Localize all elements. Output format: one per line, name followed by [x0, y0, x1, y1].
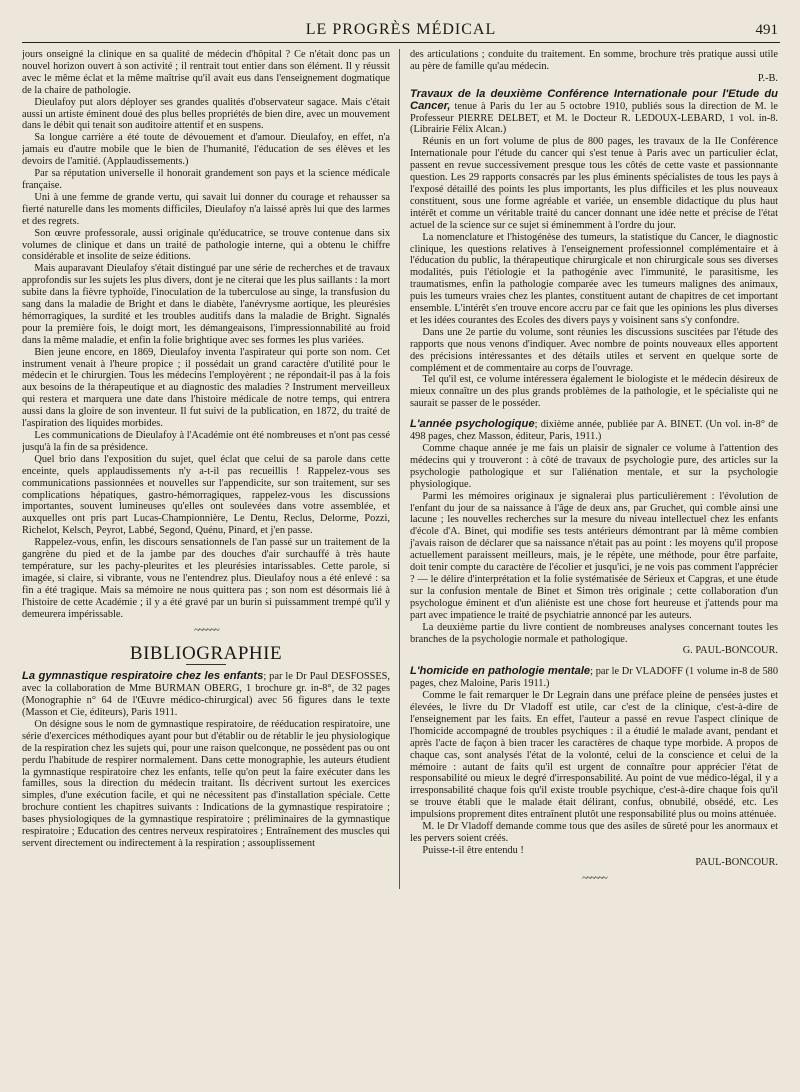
book-citation: tenue à Paris du 1er au 5 octobre 1910, publiés sous la direction de M. le Professeur PIERRE DELBET, et M. le Docteur R. LEDOUX-LEBARD, 1 vol. in-8. (Librairie Félix Alcan.)	[410, 100, 778, 136]
body-paragraph: des articulations ; conduite du traitement. En somme, brochure très pratique aussi utile au père de famille qu'au médecin.	[410, 49, 778, 72]
body-paragraph: Uni à une femme de grande vertu, qui savait lui donner du courage et rehausser sa fierté naturelle dans les moments difficiles, Dieulafoy n'a laissé après lui que des larmes et des regrets.	[22, 191, 390, 227]
running-header	[22, 18, 780, 43]
body-paragraph: Mais auparavant Dieulafoy s'était distingué par une série de recherches et de travaux approfondis sur les sujets les plus divers, dont je ne citerai que les plus saillants : la mort subite dans la fièvre typhoïde, l'inoculation de la tuberculose au singe, la transfusion du sang dans la maladie de Bright et dans le diabète, l'anévrysme aortique, les pleurésies hémorragiques, la surdité et les troubles auditifs dans la maladie de Bright. Signalés pour la première fois, le doigt mort, les démangeaisons, l'impressionnabilité au froid dans la même maladie, et enfin la folie brightique avec ses formes les plus variées.	[22, 263, 390, 346]
heading-rule	[186, 664, 226, 665]
book-review: Réunis en un fort volume de plus de 800 pages, les travaux de la IIe Conférence Internationale pour l'étude du cancer qui s'est tenue à Paris avec un particulier éclat, passent en revue successivement presque tous les côtés de cette vaste et passionnante question. Les 29 rapports consacrés par les plus éminents spécialistes de tous les pays à l'exposé détaillé des points les plus importants, les plus difficiles et les plus nouveaux constituent, sous une forme agréable et variée, un ensemble didactique du plus haut intérêt et comme un véritable traité du cancer donnant une idée nette et précise de l'état actuel de la science sur ce sujet si éminemment à l'ordre du jour.	[410, 136, 778, 231]
review-signature: P.-B.	[757, 72, 778, 84]
book-review: Tel qu'il est, ce volume intéressera également le biologiste et le médecin désireux de mieux connaître un des plus grands problèmes de la pathologie, et le spécialiste qui ne saurait se passer de le posséder.	[410, 374, 778, 410]
section-divider: ~~~~~~	[582, 871, 606, 884]
book-entry	[410, 419, 778, 443]
journal-title: LE PROGRÈS MÉDICAL	[305, 21, 497, 38]
body-paragraph: Sa longue carrière a été toute de dévouement et d'amour. Dieulafoy, en effet, n'a jamais eu d'autre mobile que le bien de l'humanité, l'éducation de ses élèves et les devoirs de l'amitié. (Applaudissements.)	[22, 132, 390, 168]
book-review: Comme le fait remarquer le Dr Legrain dans une préface pleine de pensées justes et élevées, le livre du Dr Vladoff est utile, car c'est de la clinique, c'est-à-dire de l'enseignement par les faits. En effet, l'auteur a passé en revue l'aspect clinique de l'homicide accompagné de troubles psychiques : il a étudié le malade avant, pendant et après l'acte de façon à bien tracer les caractères de chaque type morbide. A propos de chaque cas, sont analysés l'état de la volonté, celui de la conscience et celui de la mémoire : autant de faits qu'il est urgent de connaître pour apprécier l'état de responsabilité ou mieux le degré d'irresponsabilité. Au point de vue médico-légal, il y a irresponsabilité chaque fois qu'il existe trouble psychique, c'est-à-dire chaque fois qu'il se trouve établi que le malade était délirant, confus, obnubilé, obsédé, etc. Les impulsions proprement dites entraînent plutôt une responsabilité plus ou moins atténuée.	[410, 690, 778, 821]
body-paragraph: Rappelez-vous, enfin, les discours sensationnels de l'an passé sur un traitement de la gangrène du pied et de la jambe par des douches d'air surchauffé à très haute température, sur les pachy-pleurites et les pleurésies intarissables. Cette parole, si imagée, si claire, si vibrante, vous ne l'entendrez plus. Dieulafoy nous a été enlevé : sa fin a été tragique. Mais sa mémoire ne nous quittera pas ; son nom est désormais lié à l'histoire de cette Académie ; il y a été gravé par un burin si puissamment trempé qu'il y demeurera impérissable.	[22, 537, 390, 620]
body-paragraph: Par sa réputation universelle il honorait grandement son pays et la science médicale française.	[22, 168, 390, 191]
book-title: La gymnastique respiratoire chez les enfants	[22, 670, 264, 683]
book-citation: ; dixième année, publiée par A. BINET. (Un vol. in-8° de 498 pages, chez Masson, éditeur, Paris, 1911.)	[410, 419, 778, 443]
body-paragraph: Les communications de Dieulafoy à l'Académie ont été nombreuses et n'ont pas cessé jusqu'à la fin de sa présidence.	[22, 430, 390, 453]
book-entry	[22, 671, 390, 719]
left-column	[22, 49, 399, 889]
book-review: Comme chaque année je me fais un plaisir de signaler ce volume à l'attention des médecins qui y trouveront : à côté de travaux de psychologie pure, des articles sur la psychologie pathologique et sur l'aliénation mentale, et sur la psychologie physiologique.	[410, 443, 778, 490]
section-divider: ~~~~~~	[194, 623, 218, 636]
book-review: Dans une 2e partie du volume, sont réunies les discussions suscitées par l'étude des rapports que nous venons d'indiquer. Avec nombre de points nouveaux elles apportent des précisions intéressantes et des détails utiles et servent en quelque sorte de complément et de commentaire au corps de l'ouvrage.	[410, 326, 778, 374]
bibliography-heading: BIBLIOGRAPHIE	[129, 643, 283, 665]
body-paragraph: Bien jeune encore, en 1869, Dieulafoy inventa l'aspirateur qui porte son nom. Cet instrument venait à l'heure propice ; il possédait un grand caractère d'utilité pour le médecin et le chirurgien. Tous les médecins l'employèrent ; ne répondait-il pas à la fois aux besoins de la thérapeutique et au diagnostic des maladies ? Instrument merveilleux qui restera et marquera une date dans l'histoire médicale de notre temps, qui entrera aussi dans la gloire de son inventeur. Il fut suivi de la publication, en 1872, du traité de l'aspiration des liquides morbides.	[22, 346, 390, 430]
closing-line: Puisse-t-il être entendu !	[422, 844, 524, 856]
review-signature: PAUL-BONCOUR.	[695, 856, 778, 868]
page-number: 491	[755, 22, 778, 38]
body-paragraph: jours onseigné la clinique en sa qualité de médecin d'hôpital ? Ce n'était donc pas un nouvel horizon ouvert à son activité ; il rentrait tout entier dans son élément. Il y réussit avec le même éclat et la même maîtrise qu'il avait eus dans l'enseignement dogmatique de la chaire de pathologie.	[22, 49, 390, 96]
book-title: Travaux de la deuxième Conférence Internationale pour l'Etude du Cancer,	[410, 87, 778, 112]
body-paragraph: Quel brio dans l'exposition du sujet, quel éclat que celui de sa parole dans cette enceinte, quels applaudissements n'y a-t-il pas recueillis ! Rappelez-vous ses communications passionnées et nouvelles sur l'appendicite, sur son traitement, sur ses complications hépatiques, gastro-hémorragiques, rappelez-vous les discussions importantes, souvent lumineuses qu'elles ont soulevées dans votre assemblée, et auxquelles ont pris part Lucas-Championnière, Le Dentu, Reclus, Delorme, Pozzi, Richelot, Kelsch, Peyrot, Labbé, Segond, Quénu, Pinard, et j'en passe.	[22, 453, 390, 537]
body-paragraph: Dieulafoy put alors déployer ses grandes qualités d'observateur sagace. Mais c'était aussi un artiste éminent doué des plus belles propriétés de bien dire, avec un mouvement dans le débit qui tenait son auditoire attentif et en suspens.	[22, 96, 390, 132]
right-column	[399, 49, 778, 889]
book-review: On désigne sous le nom de gymnastique respiratoire, de rééducation respiratoire, une série d'exercices méthodiques ayant pour but d'établir ou de rétablir le jeu physiologique de la respiration chez les sujets qui, pour une raison quelconque, ne possèdent pas ou ont perdu l'habitude de respirer normalement. Dans cette monographie, les auteurs étudient la gymnastique respiratoire chez les enfants, telle qu'on peut la faire exécuter dans les familles, sous la direction du médecin traitant. Ils décrivent surtout les exercices simples, d'une exécution facile, et qui ne nécessitent pas d'installation spéciale. Cette brochure contient les chapitres suivants : Indications de la gymnastique respiratoire ; bases physiologiques de la gymnastique respiratoire ; préliminaires de la gymnastique respiratoire ; Education des centres nerveux respiratoires ; Entraînement des muscles qui servent directement ou indirectement à la respiration ; assouplissement	[22, 718, 390, 849]
book-entry	[410, 89, 778, 137]
book-title: L'année psychologique	[410, 418, 535, 431]
book-entry	[410, 666, 778, 690]
book-review: M. le Dr Vladoff demande comme tous que des asiles de sûreté pour les anormaux et les pervers soient créés.	[410, 821, 778, 844]
book-title: L'homicide en pathologie mentale	[410, 665, 591, 678]
book-citation: ; par le Dr VLADOFF (1 volume in-8 de 580 pages, chez Maloine, Paris 1911.)	[410, 666, 778, 690]
book-review: Parmi les mémoires originaux je signalerai plus particulièrement : l'évolution de l'enfant du jour de sa naissance à l'âge de deux ans, par Gruchet, qui comble ainsi une lacune ; les nouvelles recherches sur la mesure du niveau intellectuel chez les enfants d'école d'A. Binet, qui modifie ses tests antérieurs démontrant par là même combien j'avais raison de déclarer que sa naissance n'était pas au point : les moyens qu'il propose actuellement paraissent meilleurs, mais, je le répète, une méthode, pour être parfaite, doit tenir compte du caractère de l'écolier et jusqu'ici, je ne vois pas comment l'apprécier ? — le délire d'interprétation et la folie systématisée de Sérieux et Capgras, et une étude sur la confusion mentale de Binet et Simon très originale ; cette collaboration d'un psychologue éminent et d'un aliéniste est une chose fort heureuse et j'attends pour ma part avec impatience le traité de psychiatrie annoncé par les auteurs.	[410, 490, 778, 621]
review-signature: G. PAUL-BONCOUR.	[682, 645, 778, 657]
body-paragraph: Son œuvre professorale, aussi originale qu'éducatrice, se trouve contenue dans six volumes de clinique et dans un traité de pathologie interne, qui a obtenu le chiffre considérable et insolite de seize éditions.	[22, 227, 390, 263]
book-review: La nomenclature et l'histogénèse des tumeurs, la statistique du Cancer, le diagnostic clinique, les questions relatives à l'enseignement professionnel complémentaire et à l'éducation du public, la thérapeutique chirurgicale et non chirurgicale sous ses diverses modalités, puis l'étiologie et la pathogénie avec l'immunité, le parasitisme, les traumatismes, enfin la pathologie comparée avec les tumeurs malignes des animaux, puis les tumeurs vraies chez les plantes, constituent autant de chapitres de cet important ensemble. L'intérêt s'en trouve encore accru par ce fait que les opinions les plus diverses et les idées courantes des Ecoles des divers pays y voisinent sans s'y confondre.	[410, 231, 778, 326]
book-review: La deuxième partie du livre contient de nombreuses analyses concernant toutes les branches de la psychologie normale et pathologique.	[410, 621, 778, 645]
book-citation: ; par le Dr Paul DESFOSSES, avec la collaboration de Mme BURMAN OBERG, 1 brochure gr. in-8°, de 32 pages (Monographie n° 64 de l'Œuvre médico-chirurgical) avec 56 figures dans le texte (Masson et Cie, éditeurs), Paris 1911.	[22, 671, 390, 719]
